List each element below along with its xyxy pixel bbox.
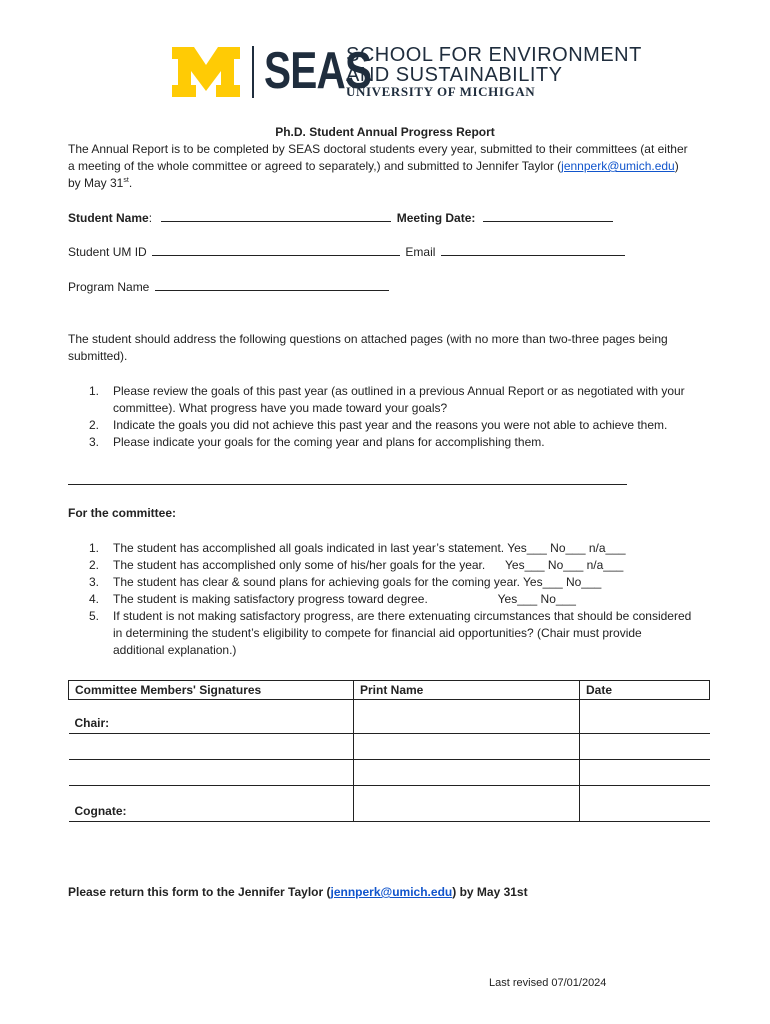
student-umid-field[interactable] [152,244,400,256]
cognate-signature-cell[interactable]: Cognate: [69,786,354,822]
email-field[interactable] [441,244,625,256]
member-signature-cell[interactable] [69,760,354,786]
list-item: 5. If student is not making satisfactory progress, are there extenuating circumstances that should be considered in determining the student’s eligibility to compete for financial aid opportunities? (Chair must provide additional explanation.) [89,609,692,657]
member-date-cell[interactable] [580,734,710,760]
seas-logo-text: SEAS [264,42,372,100]
member-print-name-cell[interactable] [354,760,580,786]
signature-table [68,680,710,822]
section-divider [68,484,627,485]
date-header: Date [580,681,710,700]
student-umid-row [68,244,625,261]
program-name-row [68,279,389,296]
list-item: 2. The student has accomplished only some of his/her goals for the year. Yes___ No___ n/a___ [89,558,624,572]
cognate-print-name-cell[interactable] [354,786,580,822]
chair-print-name-cell[interactable] [354,700,580,734]
list-item: 2. Indicate the goals you did not achieve this past year and the reasons you were not able to achieve them. [89,418,668,432]
list-item: 1. The student has accomplished all goals indicated in last year’s statement. Yes___ No___ n/a___ [89,541,626,555]
member-signature-cell[interactable] [69,734,354,760]
university-name: UNIVERSITY OF MICHIGAN [346,84,536,99]
meeting-date-label: Meeting Date: [396,211,476,225]
program-name-label: Program Name [68,280,150,294]
contact-email-link[interactable]: jennperk@umich.edu [561,159,675,173]
list-item: 4. The student is making satisfactory progress toward degree. Yes___ No___ [89,592,576,606]
list-item: 3. The student has clear & sound plans for achieving goals for the coming year. Yes___ No___ [89,575,602,589]
return-email-link[interactable]: jennperk@umich.edu [330,885,453,899]
student-name-field[interactable] [161,210,391,222]
logo-divider [252,46,254,98]
chair-date-cell[interactable] [580,700,710,734]
chair-signature-cell[interactable]: Chair: [69,700,354,734]
intro-line1: The Annual Report is to be completed by SEAS doctoral students every year, submitted to their committees (at either [68,142,688,156]
meeting-date-field[interactable] [483,210,613,222]
page-title: Ph.D. Student Annual Progress Report [275,125,495,139]
signatures-header: Committee Members' Signatures [69,681,354,700]
cognate-date-cell[interactable] [580,786,710,822]
umich-block-m-logo [172,47,240,102]
questions-list [68,383,720,451]
questions-intro: The student should address the following questions on attached pages (with no more than two-three pages being submitted). [68,332,668,363]
student-umid-label: Student UM ID [68,245,147,259]
school-name-line2: AND SUSTAINABILITY [346,64,563,86]
intro-paragraph [68,141,728,192]
list-item: 1. Please review the goals of this past year (as outlined in a previous Annual Report or as negotiated with your committee). What progress have you made toward your goals? [89,384,685,415]
student-name-label: Student Name [68,211,149,225]
member-print-name-cell[interactable] [354,734,580,760]
return-instructions: Please return this form to the Jennifer Taylor (jennperk@umich.edu) by May 31st [68,885,528,899]
school-name-line1: SCHOOL FOR ENVIRONMENT [346,44,642,66]
student-name-row: Student Name: Meeting Date: [68,210,613,227]
member-date-cell[interactable] [580,760,710,786]
intro-line3: by May 31st. [68,176,133,190]
committee-list [68,540,720,659]
list-item: 3. Please indicate your goals for the coming year and plans for accomplishing them. [89,435,545,449]
print-name-header: Print Name [354,681,580,700]
email-label: Email [405,245,436,259]
intro-line2: a meeting of the whole committee or agreed to separately,) and submitted to Jennifer Taylor (jennperk@umich.edu) [68,159,679,173]
last-revised: Last revised 07/01/2024 [489,977,607,989]
program-name-field[interactable] [155,279,389,291]
committee-heading: For the committee: [68,506,177,520]
